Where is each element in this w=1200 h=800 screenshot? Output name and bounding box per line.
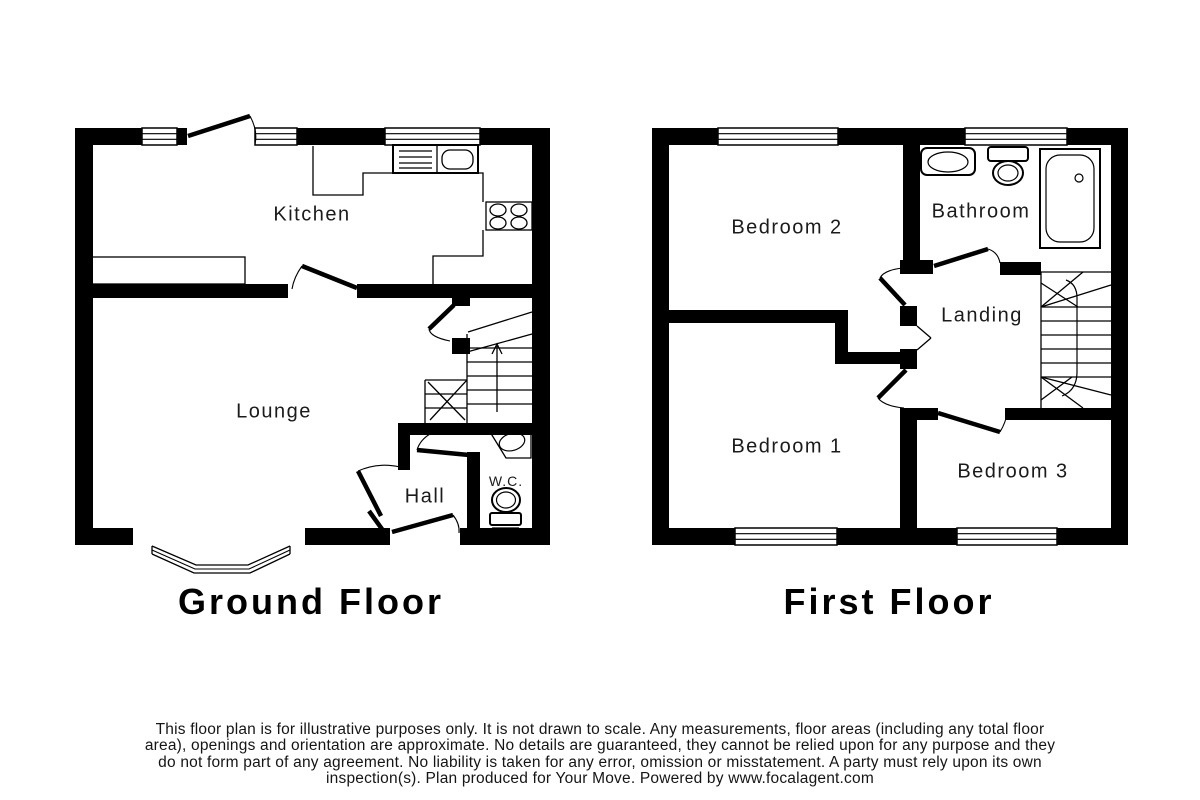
bay-window (126, 537, 318, 573)
front-door (392, 515, 459, 533)
disclaimer-line-2: area), openings and orientation are approximate. No details are guaranteed, they cannot be relied upon for any purpose and they (144, 737, 1056, 755)
room-label-lounge: Lounge (236, 400, 312, 423)
bedroom1-door (878, 370, 906, 408)
room-label-bedroom2: Bedroom 2 (731, 216, 843, 239)
room-label-bathroom: Bathroom (931, 200, 1031, 223)
room-label-kitchen: Kitchen (273, 203, 351, 226)
kitchen-window-left (142, 128, 177, 145)
ground-floor-title: Ground Floor (178, 581, 444, 622)
kitchen-sink-icon (393, 145, 478, 173)
hob-icon (486, 202, 532, 230)
wc-door (417, 434, 469, 455)
bathroom-basin-icon (921, 148, 975, 175)
kitchen-door (292, 266, 357, 289)
bedroom2-window (718, 128, 838, 145)
first-floor-title: First Floor (783, 581, 995, 622)
ground-floor-plan (75, 116, 550, 573)
bathroom-door (934, 249, 1000, 266)
airing-cupboard-doors (917, 326, 931, 350)
room-label-bedroom1: Bedroom 1 (731, 435, 843, 458)
kitchen-window-mid (255, 128, 297, 145)
kitchen-window-right (385, 128, 480, 145)
bathroom-window (965, 128, 1067, 145)
room-label-bedroom3: Bedroom 3 (957, 460, 1069, 483)
room-label-wc: W.C. (488, 473, 524, 489)
disclaimer (0, 722, 1200, 788)
lounge-hall-door (358, 465, 400, 516)
disclaimer-line-1: This floor plan is for illustrative purposes only. It is not drawn to scale. Any measurements, floor areas (including any total floor (155, 721, 1045, 738)
back-door (188, 116, 256, 144)
ground-staircase (425, 312, 532, 423)
bathroom-toilet-icon (988, 147, 1028, 185)
wc-toilet-icon (490, 488, 521, 534)
stairs-corridor-door (429, 305, 454, 341)
room-label-landing: Landing (941, 304, 1023, 327)
bedroom1-window (735, 528, 837, 545)
bedroom3-window (957, 528, 1057, 545)
kitchen-lounge-wall (92, 284, 532, 354)
disclaimer-line-4: inspection(s). Plan produced for Your Move. Powered by www.focalagent.com (326, 770, 874, 788)
bedroom3-door (938, 413, 1007, 432)
first-staircase (1041, 272, 1111, 408)
disclaimer-line-3: do not form part of any agreement. No liability is taken for any error, omission or misstatement. A party must rely upon its own (158, 753, 1042, 771)
room-label-hall: Hall (404, 485, 446, 508)
bathtub-icon (1040, 149, 1100, 248)
